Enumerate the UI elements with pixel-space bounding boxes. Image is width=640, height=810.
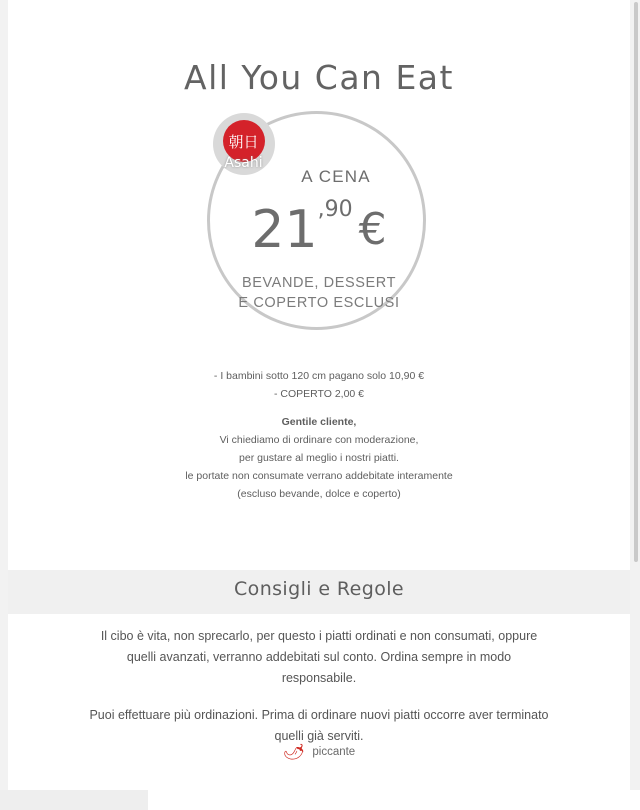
page-bottom-strip [0, 790, 640, 810]
spicy-legend-label: piccante [312, 746, 356, 758]
rules-section-title: Consigli e Regole [234, 578, 404, 600]
rules-paragraph-1: Il cibo è vita, non sprecarlo, per questo i piatti ordinati e non consumati, oppure quelli avanzati, verranno addebitati sul conto. Ordina sempre in modo responsabile. [100, 629, 538, 685]
asahi-kanji-icon: 朝日 [223, 120, 265, 162]
customer-notice-line-3: le portate non consumate verrano addebitate interamente [185, 470, 453, 482]
price-exclusions-line1: BEVANDE, DESSERT [241, 275, 397, 291]
meal-label: A CENA [301, 167, 371, 186]
asahi-brand-label: Asahi [224, 155, 263, 171]
page-content [8, 0, 630, 810]
page-title: All You Can Eat [184, 58, 454, 97]
price-exclusions-line2: E COPERTO ESCLUSI [238, 295, 400, 311]
price-circle [207, 111, 432, 341]
spicy-legend [8, 739, 630, 765]
customer-notice-line-2: per gustare al meglio i nostri piatti. [239, 452, 399, 464]
note-children-price: - I bambini sotto 120 cm pagano solo 10,90 € [213, 370, 425, 382]
customer-notice-line-1: Vi chiediamo di ordinare con moderazione, [219, 434, 419, 446]
price-currency: € [358, 204, 387, 256]
chili-pepper-icon: 🌶 [280, 739, 307, 765]
price-exclusions [207, 273, 432, 313]
customer-notice-line-4: (escluso bevande, dolce e coperto) [237, 488, 401, 500]
rules-paragraph-2: Puoi effettuare più ordinazioni. Prima di ordinare nuovi piatti occorre aver terminato quelli già serviti. [89, 708, 549, 743]
note-cover-charge: - COPERTO 2,00 € [273, 388, 365, 400]
customer-notice-heading: Gentile cliente, [281, 416, 357, 428]
price-integer: 21 [251, 199, 318, 260]
notes-spacer [8, 403, 630, 413]
price-decimal: ,90 [317, 197, 353, 222]
vertical-scrollbar[interactable] [634, 2, 638, 562]
page-bottom-strip-inner [148, 790, 640, 810]
price-display [207, 197, 432, 260]
notes-block [8, 367, 630, 503]
page-left-margin [0, 0, 8, 810]
